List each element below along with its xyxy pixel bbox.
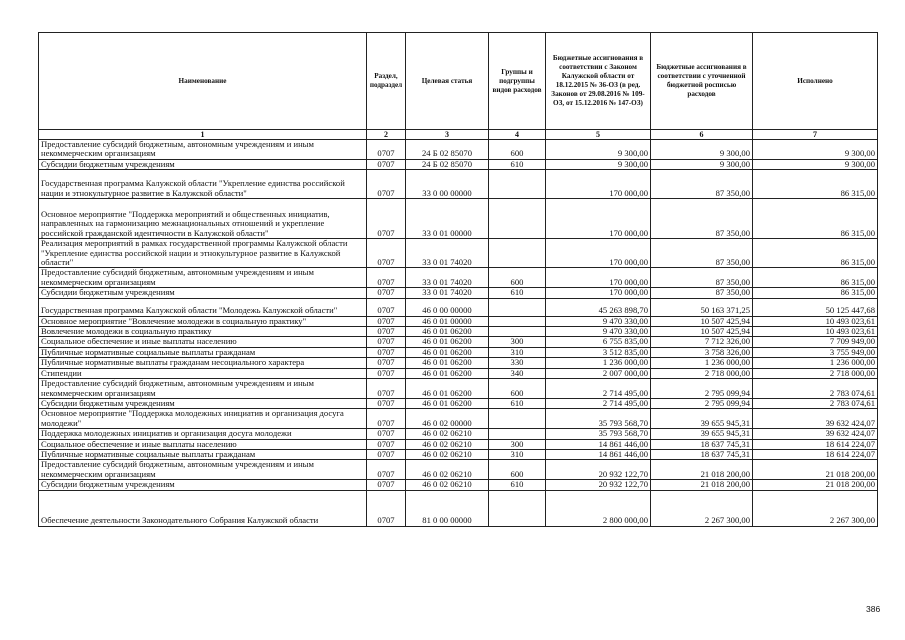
cell-section: 0707 (367, 337, 406, 347)
col-number: 5 (546, 130, 651, 140)
cell-name: Основное мероприятие "Вовлечение молодежи в социальную практику" (39, 316, 367, 326)
cell-name: Предоставление субсидий бюджетным, автономным учреждениям и иным некоммерческим организациям (39, 379, 367, 399)
cell-law: 14 861 446,00 (546, 449, 651, 459)
cell-refined: 87 350,00 (651, 288, 753, 298)
cell-section: 0707 (367, 239, 406, 268)
cell-section: 0707 (367, 429, 406, 439)
cell-executed: 86 315,00 (753, 268, 878, 288)
table-row (39, 460, 878, 480)
cell-law: 170 000,00 (546, 199, 651, 239)
cell-executed: 21 018 200,00 (753, 460, 878, 480)
table-row (39, 337, 878, 347)
cell-section: 0707 (367, 398, 406, 408)
cell-target: 46 0 02 06210 (406, 429, 489, 439)
table-row (39, 429, 878, 439)
cell-law: 6 755 835,00 (546, 337, 651, 347)
cell-target: 46 0 01 06200 (406, 358, 489, 368)
cell-name: Обеспечение деятельности Законодательного Собрания Калужской области (39, 490, 367, 526)
cell-refined: 7 712 326,00 (651, 337, 753, 347)
cell-target: 46 0 01 06200 (406, 337, 489, 347)
cell-group: 330 (489, 358, 546, 368)
cell-law: 2 800 000,00 (546, 490, 651, 526)
cell-name: Субсидии бюджетным учреждениям (39, 480, 367, 490)
table-row (39, 159, 878, 169)
cell-executed: 10 493 023,61 (753, 316, 878, 326)
header-law: Бюджетные ассигнования в соответствии с Законом Калужской области от 18.12.2015 № 36-ОЗ (в ред. Законов от 29.08.2016 № 109-ОЗ, от 15.12.2016 № 147-ОЗ) (546, 33, 651, 130)
cell-law: 20 932 122,70 (546, 460, 651, 480)
table-row (39, 379, 878, 399)
cell-target: 33 0 01 74020 (406, 268, 489, 288)
cell-law: 9 300,00 (546, 140, 651, 160)
cell-refined: 2 795 099,94 (651, 398, 753, 408)
cell-name: Основное мероприятие "Поддержка молодежных инициатив и организация досуга молодежи" (39, 409, 367, 429)
cell-law: 170 000,00 (546, 239, 651, 268)
cell-section: 0707 (367, 449, 406, 459)
cell-target: 81 0 00 00000 (406, 490, 489, 526)
cell-section: 0707 (367, 368, 406, 378)
cell-section: 0707 (367, 358, 406, 368)
cell-refined: 2 718 000,00 (651, 368, 753, 378)
table-row (39, 268, 878, 288)
cell-executed: 86 315,00 (753, 199, 878, 239)
table-row (39, 368, 878, 378)
cell-group (489, 298, 546, 316)
cell-refined: 87 350,00 (651, 239, 753, 268)
table-row (39, 327, 878, 337)
cell-group: 600 (489, 268, 546, 288)
cell-law: 3 512 835,00 (546, 347, 651, 357)
cell-name: Стипендии (39, 368, 367, 378)
table-row (39, 398, 878, 408)
cell-executed: 2 783 074,61 (753, 398, 878, 408)
cell-law: 170 000,00 (546, 268, 651, 288)
cell-law: 9 470 330,00 (546, 316, 651, 326)
col-number: 1 (39, 130, 367, 140)
cell-section: 0707 (367, 409, 406, 429)
cell-executed: 2 783 074,61 (753, 379, 878, 399)
header-groups: Группы и подгруппы видов расходов (489, 33, 546, 130)
cell-refined: 2 795 099,94 (651, 379, 753, 399)
cell-target: 46 0 01 06200 (406, 327, 489, 337)
cell-section: 0707 (367, 268, 406, 288)
cell-group: 610 (489, 398, 546, 408)
col-number: 7 (753, 130, 878, 140)
header-refined: Бюджетные ассигнования в соответствии с уточненной бюджетной росписью расходов (651, 33, 753, 130)
cell-name: Социальное обеспечение и иные выплаты населению (39, 337, 367, 347)
cell-group (489, 490, 546, 526)
cell-name: Вовлечение молодежи в социальную практику (39, 327, 367, 337)
cell-law: 2 714 495,00 (546, 379, 651, 399)
cell-refined: 10 507 425,94 (651, 327, 753, 337)
table-row (39, 439, 878, 449)
header-name: Наименование (39, 33, 367, 130)
cell-target: 24 Б 02 85070 (406, 140, 489, 160)
cell-group: 310 (489, 449, 546, 459)
table-row (39, 170, 878, 199)
cell-name: Социальное обеспечение и иные выплаты населению (39, 439, 367, 449)
cell-target: 33 0 00 00000 (406, 170, 489, 199)
cell-target: 46 0 02 06210 (406, 439, 489, 449)
header-target: Целевая статья (406, 33, 489, 130)
cell-section: 0707 (367, 347, 406, 357)
budget-table-sheet (38, 32, 877, 527)
table-body (39, 140, 878, 527)
cell-group: 300 (489, 337, 546, 347)
cell-group (489, 170, 546, 199)
table-row (39, 480, 878, 490)
cell-refined: 87 350,00 (651, 170, 753, 199)
cell-executed: 2 267 300,00 (753, 490, 878, 526)
cell-executed: 50 125 447,68 (753, 298, 878, 316)
cell-executed: 9 300,00 (753, 140, 878, 160)
cell-group (489, 429, 546, 439)
cell-target: 46 0 00 00000 (406, 298, 489, 316)
col-number: 4 (489, 130, 546, 140)
table-row (39, 298, 878, 316)
cell-section: 0707 (367, 379, 406, 399)
cell-law: 2 714 495,00 (546, 398, 651, 408)
cell-executed: 86 315,00 (753, 239, 878, 268)
cell-section: 0707 (367, 199, 406, 239)
cell-section: 0707 (367, 140, 406, 160)
cell-name: Предоставление субсидий бюджетным, автономным учреждениям и иным некоммерческим организациям (39, 140, 367, 160)
cell-refined: 18 637 745,31 (651, 439, 753, 449)
cell-section: 0707 (367, 170, 406, 199)
cell-law: 170 000,00 (546, 170, 651, 199)
cell-target: 46 0 01 06200 (406, 379, 489, 399)
cell-law: 2 007 000,00 (546, 368, 651, 378)
cell-name: Публичные нормативные выплаты гражданам несоциального характера (39, 358, 367, 368)
table-header-row (39, 33, 878, 130)
cell-target: 46 0 02 06210 (406, 480, 489, 490)
cell-refined: 39 655 945,31 (651, 429, 753, 439)
cell-refined: 10 507 425,94 (651, 316, 753, 326)
cell-group (489, 199, 546, 239)
cell-name: Реализация мероприятий в рамках государственной программы Калужской области "Укрепление единства российской нации и этнокультурное развитие в Калужской области" (39, 239, 367, 268)
cell-target: 46 0 02 06210 (406, 449, 489, 459)
col-number: 6 (651, 130, 753, 140)
cell-executed: 39 632 424,07 (753, 429, 878, 439)
cell-target: 24 Б 02 85070 (406, 159, 489, 169)
table-row (39, 239, 878, 268)
table-row (39, 358, 878, 368)
cell-refined: 2 267 300,00 (651, 490, 753, 526)
cell-executed: 1 236 000,00 (753, 358, 878, 368)
cell-target: 46 0 02 06210 (406, 460, 489, 480)
cell-law: 170 000,00 (546, 288, 651, 298)
cell-name: Предоставление субсидий бюджетным, автономным учреждениям и иным некоммерческим организациям (39, 268, 367, 288)
cell-law: 35 793 568,70 (546, 429, 651, 439)
cell-section: 0707 (367, 316, 406, 326)
cell-name: Субсидии бюджетным учреждениям (39, 398, 367, 408)
cell-target: 33 0 01 74020 (406, 288, 489, 298)
table-row (39, 347, 878, 357)
cell-name: Государственная программа Калужской области "Молодежь Калужской области" (39, 298, 367, 316)
cell-executed: 10 493 023,61 (753, 327, 878, 337)
cell-executed: 7 709 949,00 (753, 337, 878, 347)
cell-refined: 87 350,00 (651, 268, 753, 288)
cell-name: Субсидии бюджетным учреждениям (39, 288, 367, 298)
cell-name: Публичные нормативные социальные выплаты гражданам (39, 449, 367, 459)
cell-group: 610 (489, 288, 546, 298)
cell-refined: 9 300,00 (651, 159, 753, 169)
cell-executed: 86 315,00 (753, 170, 878, 199)
cell-group: 600 (489, 379, 546, 399)
cell-section: 0707 (367, 288, 406, 298)
cell-group (489, 239, 546, 268)
cell-group: 340 (489, 368, 546, 378)
cell-law: 1 236 000,00 (546, 358, 651, 368)
table-row (39, 490, 878, 526)
cell-law: 9 470 330,00 (546, 327, 651, 337)
cell-target: 46 0 01 06200 (406, 368, 489, 378)
cell-refined: 21 018 200,00 (651, 480, 753, 490)
cell-executed: 18 614 224,07 (753, 439, 878, 449)
table-row (39, 449, 878, 459)
table-row (39, 409, 878, 429)
cell-target: 33 0 01 00000 (406, 199, 489, 239)
cell-refined: 3 758 326,00 (651, 347, 753, 357)
cell-law: 14 861 446,00 (546, 439, 651, 449)
cell-group: 610 (489, 480, 546, 490)
cell-refined: 39 655 945,31 (651, 409, 753, 429)
cell-law: 9 300,00 (546, 159, 651, 169)
table-row (39, 199, 878, 239)
cell-section: 0707 (367, 490, 406, 526)
cell-refined: 21 018 200,00 (651, 460, 753, 480)
cell-executed: 9 300,00 (753, 159, 878, 169)
cell-executed: 86 315,00 (753, 288, 878, 298)
cell-law: 20 932 122,70 (546, 480, 651, 490)
cell-law: 45 263 898,70 (546, 298, 651, 316)
header-section: Раздел, подраздел (367, 33, 406, 130)
cell-section: 0707 (367, 327, 406, 337)
budget-table (38, 32, 878, 527)
col-number: 3 (406, 130, 489, 140)
cell-executed: 21 018 200,00 (753, 480, 878, 490)
cell-group (489, 316, 546, 326)
cell-refined: 87 350,00 (651, 199, 753, 239)
cell-section: 0707 (367, 298, 406, 316)
table-row (39, 316, 878, 326)
header-executed: Исполнено (753, 33, 878, 130)
col-number: 2 (367, 130, 406, 140)
cell-refined: 1 236 000,00 (651, 358, 753, 368)
cell-target: 46 0 01 06200 (406, 347, 489, 357)
cell-refined: 9 300,00 (651, 140, 753, 160)
cell-section: 0707 (367, 480, 406, 490)
cell-executed: 18 614 224,07 (753, 449, 878, 459)
cell-executed: 3 755 949,00 (753, 347, 878, 357)
cell-law: 35 793 568,70 (546, 409, 651, 429)
cell-group: 610 (489, 159, 546, 169)
cell-target: 46 0 02 00000 (406, 409, 489, 429)
cell-section: 0707 (367, 159, 406, 169)
cell-executed: 39 632 424,07 (753, 409, 878, 429)
cell-group: 300 (489, 439, 546, 449)
table-row (39, 140, 878, 160)
cell-group (489, 409, 546, 429)
cell-target: 33 0 01 74020 (406, 239, 489, 268)
cell-refined: 18 637 745,31 (651, 449, 753, 459)
cell-name: Поддержка молодежных инициатив и организация досуга молодежи (39, 429, 367, 439)
cell-name: Государственная программа Калужской области "Укрепление единства российской нации и этнокультурное развитие в Калужской области" (39, 170, 367, 199)
cell-group: 310 (489, 347, 546, 357)
cell-section: 0707 (367, 439, 406, 449)
cell-group: 600 (489, 140, 546, 160)
cell-executed: 2 718 000,00 (753, 368, 878, 378)
cell-group (489, 327, 546, 337)
cell-section: 0707 (367, 460, 406, 480)
column-number-row (39, 130, 878, 140)
page-number: 386 (866, 604, 881, 614)
cell-group: 600 (489, 460, 546, 480)
cell-name: Субсидии бюджетным учреждениям (39, 159, 367, 169)
cell-target: 46 0 01 00000 (406, 316, 489, 326)
cell-name: Предоставление субсидий бюджетным, автономным учреждениям и иным некоммерческим организациям (39, 460, 367, 480)
cell-target: 46 0 01 06200 (406, 398, 489, 408)
cell-name: Основное мероприятие "Поддержка мероприятий и общественных инициатив, направленных на гармонизацию межнациональных отношений и укрепление российской гражданской идентичности в Калужской области" (39, 199, 367, 239)
cell-name: Публичные нормативные социальные выплаты гражданам (39, 347, 367, 357)
table-row (39, 288, 878, 298)
cell-refined: 50 163 371,25 (651, 298, 753, 316)
